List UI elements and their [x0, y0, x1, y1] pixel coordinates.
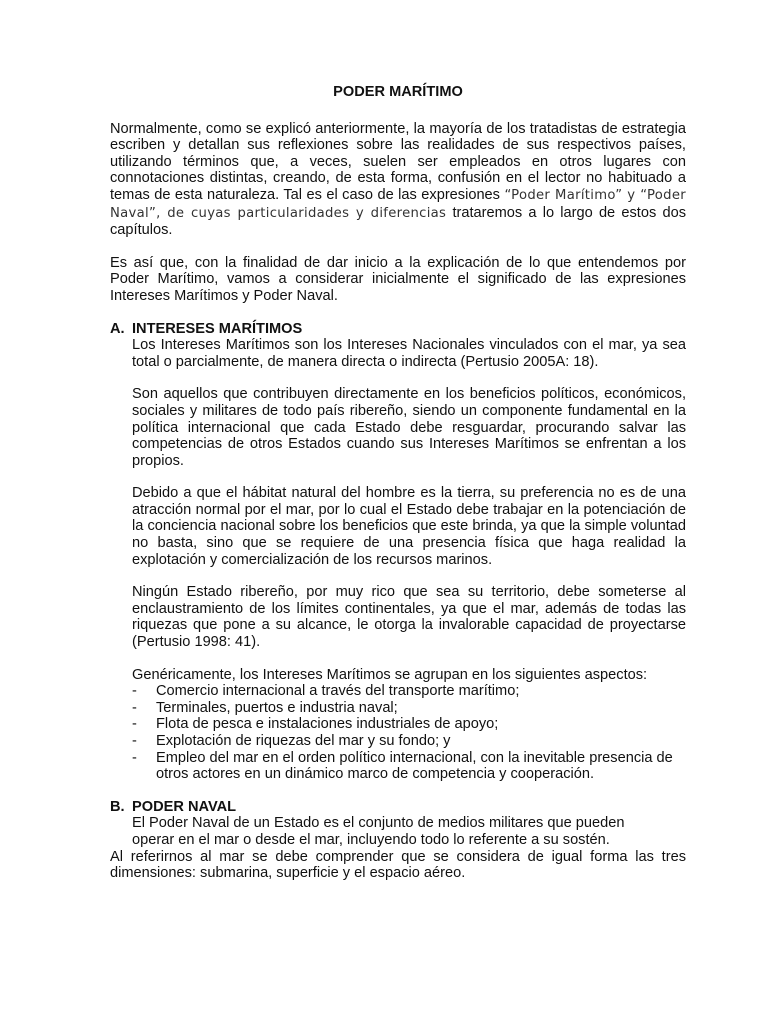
list-item: [132, 700, 686, 717]
section-a-paragraph-4: Ningún Estado ribereño, por muy rico que sea su territorio, debe someterse al enclaustramiento de los límites continentales, ya que el mar, además de todas las riquezas que pone a su alcance, le otorga la invalorable capacidad de proyectarse (Pertusio 1998: 41).: [132, 584, 686, 651]
list-dash: -: [132, 699, 137, 716]
section-a-paragraph-2: Son aquellos que contribuyen directamente en los beneficios políticos, económicos, sociales y militares de todo país ribereño, siendo un componente fundamental en la política internacional que cada Estado debe resguardar, procurando salvar las competencias de otros Estados cuando sus Intereses Marítimos se enfrentan a los propios.: [132, 386, 686, 469]
intro-p1-text: Normalmente, como se explicó anteriormente, la mayoría de los tratadistas de estrategia escriben y detallan sus reflexiones sobre las realidades de sus respectivos países, utilizando términos que, a veces, suelen ser empleados en otros lugares con connotaciones distintas, creando, de esta forma, confusión en el lector no habituado a temas de esta naturaleza. Tal es el caso de las expresiones: [110, 120, 686, 203]
list-dash: -: [132, 716, 137, 733]
list-item: [132, 683, 686, 700]
list-item: [132, 716, 686, 733]
section-a-heading: [110, 321, 686, 338]
section-a-body: [110, 337, 686, 783]
list-item: [132, 750, 686, 783]
section-b-line-2: operar en el mar o desde el mar, incluyendo todo lo referente a su sostén.: [132, 831, 610, 848]
list-dash: -: [132, 683, 137, 700]
document-title: PODER MARÍTIMO: [333, 84, 463, 100]
list-item: [132, 733, 686, 750]
section-a-paragraph-3: Debido a que el hábitat natural del hombre es la tierra, su preferencia no es de una atracción normal por el mar, por lo cual el Estado debe trabajar en la potenciación de la conciencia nacional sobre los beneficios que este brinda, ya que la simple voluntad no basta, sino que se requiere de una presencia física que haga realidad la explotación y comercialización de los recursos marinos.: [132, 485, 686, 568]
section-a-paragraph-5: Genéricamente, los Intereses Marítimos se agrupan en los siguientes aspectos:: [132, 666, 648, 683]
section-b-closing-paragraph: Al referirnos al mar se debe comprender que se considera de igual forma las tres dimensiones: submarina, superficie y el espacio aéreo.: [110, 848, 686, 882]
list-item-text: Terminales, puertos e industria naval;: [156, 699, 398, 716]
intro-paragraph-1: [110, 121, 686, 239]
section-b-letter: B.: [110, 798, 125, 815]
section-b-line-1: El Poder Naval de un Estado es el conjunto de medios militares que pueden: [132, 815, 625, 832]
list-dash: -: [132, 749, 137, 766]
list-item-text: Flota de pesca e instalaciones industriales de apoyo;: [156, 716, 499, 733]
intro-p1-ending: trataremos a lo largo de estos dos capítulos.: [110, 204, 686, 239]
section-b-body: [110, 815, 686, 848]
intro-p1-quoted-terms: “Poder Marítimo” y “Poder Naval”, de cuyas particularidades y diferencias: [110, 187, 686, 221]
maritime-interests-list: [132, 683, 686, 783]
section-b-heading: [110, 799, 686, 816]
list-item-text: Explotación de riquezas del mar y su fondo; y: [156, 733, 451, 749]
list-item-text: Comercio internacional a través del transporte marítimo;: [156, 683, 520, 700]
section-b-title: PODER NAVAL: [132, 798, 237, 815]
list-dash: -: [132, 733, 137, 749]
section-a-title: INTERESES MARÍTIMOS: [132, 320, 303, 337]
section-a-paragraph-1: Los Intereses Marítimos son los Intereses Nacionales vinculados con el mar, ya sea total o parcialmente, de manera directa o indirecta (Pertusio 2005A: 18).: [132, 337, 686, 370]
section-a-letter: A.: [110, 320, 125, 337]
list-item-text: Empleo del mar en el orden político internacional, con la inevitable presencia de otros actores en un dinámico marco de competencia y cooperación.: [156, 749, 673, 783]
intro-paragraph-2: Es así que, con la finalidad de dar inicio a la explicación de lo que entendemos por Poder Marítimo, vamos a considerar inicialmente el significado de las expresiones Intereses Marítimos y Poder Naval.: [110, 254, 686, 304]
